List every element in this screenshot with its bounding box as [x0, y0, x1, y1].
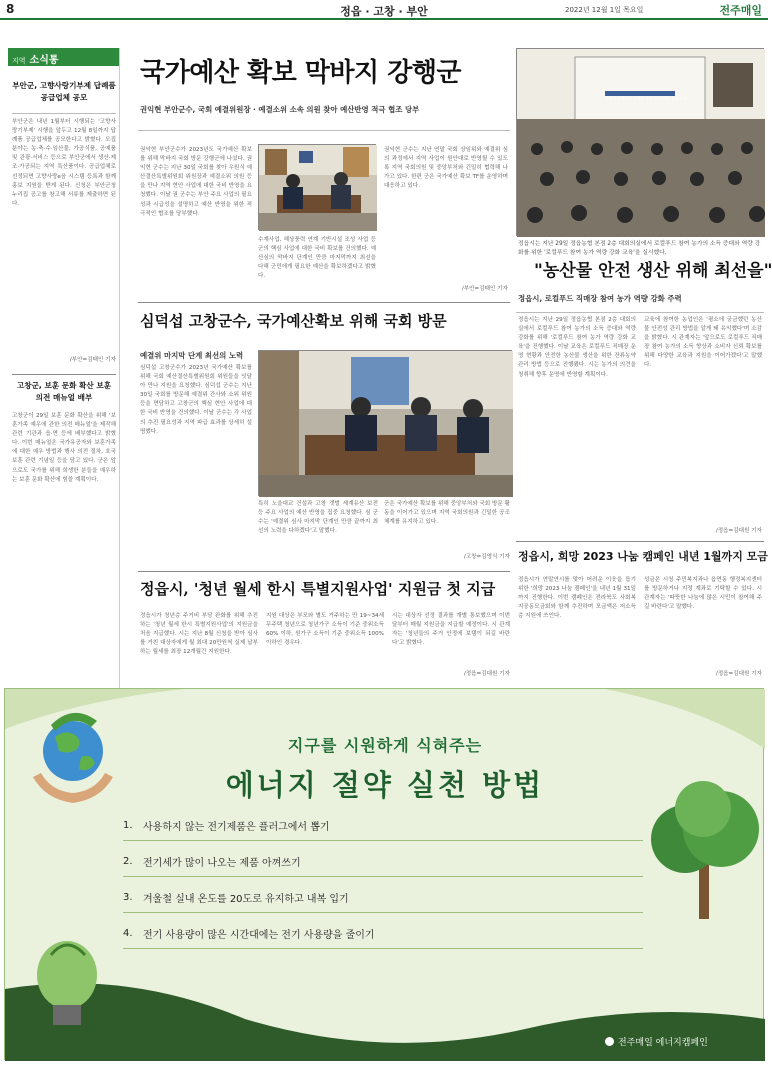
banner-footer — [605, 1035, 708, 1048]
middle-col3: 군은 국가예산 확보를 위해 중앙부처와 국회 방문 활동을 이어가고 있으며 지역 국회의원과 긴밀한 공조 체계를 유지하고 있다. — [384, 501, 510, 526]
youth-col2: 지원 대상은 부모와 별도 거주하는 만 19~34세 무주택 청년으로 청년가구 소득이 기준 중위소득 60% 이하, 원가구 소득이 기준 중위소득 100% 이하인 경우다. — [266, 613, 384, 647]
visit-photo-image — [259, 351, 513, 497]
left-story1-body: 부안군은 내년 1월부터 시행되는 '고향사랑기부제' 시행을 앞두고 12월 8일까지 답례품 공급업체를 공모한다고 밝혔다. 모집분야는 농·축·수·임산물, 가공식품, 공예품 및 관광·서비스 등으로 부안군에서 생산·제조·가공되는 지역 특산품이다. 공급업체로 선정되면 고향사랑e음 시스템 등록과 함께 홍보 지원을 받게 된다. 신청은 부안군청 누리집 공고를 참고해 서류를 제출하면 된다. — [12, 119, 116, 207]
training-photo-image — [517, 49, 765, 237]
main-col1: 권익현 부안군수가 2023년도 국가예산 확보를 위해 막바지 국회 방문 강행군에 나섰다. 권익현 군수는 지난 30일 국회를 찾아 우원식 예산결산특별위원회 위원장과 예결소위 의원 등을 만나 지역 현안 사업에 대한 국비 반영을 요청했다. 이날 권 군수는 부안 주요 사업의 필요성과 시급성을 설명하고 예산 반영을 위한 적극적인 협조를 당부했다. — [140, 147, 252, 217]
training-photo-caption: 정읍시는 지난 29일 정읍농협 본점 2층 대회의실에서 로컬푸드 참여 농가의 소득 증대와 역량 강화를 위한 '로컬푸드 참여 농가 역량 강화 교육'을 실시했다. — [518, 241, 761, 256]
left-story1-title: 부안군, 고향사랑기부제 답례품 공급업체 공모 — [12, 81, 116, 102]
campaign-byline: /정읍=김대원 기자 — [715, 671, 762, 677]
left-story2-body: 고창군이 29일 보훈 문화 확산을 위해 '보훈가족 예우에 관한 의전 매뉴얼'을 제작해 관련 기관과 읍·면 등에 배부했다고 밝혔다. 이번 매뉴얼은 국가유공자와 보훈가족에 대한 예우 방법과 행사 의전 절차, 호국보훈 관련 기념일 등을 담고 있다. 군은 앞으로도 국가를 위해 희생한 분들을 예우하는 보훈 문화 확산에 힘쓸 계획이다. — [12, 413, 116, 483]
main-subheadline: 권익현 부안군수, 국회 예결위원장 · 예결소위 소속 의원 찾아 예산반영 적극 협조 당부 — [140, 105, 420, 114]
list-item-number: 4. — [123, 928, 133, 939]
middle-col1: 심덕섭 고창군수가 2023년 국가예산 확보를 위해 국회 예산결산특별위원회 위원들을 잇달아 만나 지원을 요청했다. 심덕섭 군수는 지난 30일 국회를 방문해 예결위 간사와 소위 위원 등을 면담하고 고창군의 핵심 현안 사업에 대한 국비 반영을 건의했다. 이날 군수는 각 사업의 추진 필요성과 지역 파급 효과를 상세히 설명했다. — [140, 365, 252, 435]
right-byline: /정읍=김대원 기자 — [715, 528, 762, 534]
divider — [138, 302, 510, 303]
banner-title: 에너지 절약 실천 방법 — [225, 768, 545, 802]
youth-col3: 시는 대상자 선정 결과를 개별 통보했으며 이번 달부터 매월 지원금을 지급할 예정이다. 시 관계자는 '청년들의 주거 안정에 보탬이 되길 바란다'고 밝혔다. — [392, 613, 510, 647]
tag-label: 지역 — [12, 57, 26, 65]
main-byline: /부안=김태인 기자 — [461, 286, 508, 292]
newspaper-brand: 전주매일 — [719, 4, 762, 17]
middle-col2: 특히 노을대교 건설과 고창 갯벌 세계유산 보전 등 주요 사업의 예산 반영을 집중 요청했다. 심 군수는 '예결위 심사 마지막 단계인 만큼 끝까지 최선의 노력을 다하겠다'고 말했다. — [258, 501, 378, 535]
youth-headline: 정읍시, '청년 월세 한시 특별지원사업' 지원금 첫 지급 — [140, 580, 496, 598]
right-headline: "농산물 안전 생산 위해 최선을" — [534, 261, 772, 281]
banner-footer-text: 전주매일 에너지캠페인 — [618, 1038, 708, 1048]
middle-subheadline: 예결위 마지막 단계 최선의 노력 — [140, 351, 244, 360]
meeting-photo-image — [259, 145, 377, 231]
list-item-number: 1. — [123, 820, 133, 831]
divider — [138, 571, 510, 572]
divider — [12, 374, 116, 375]
left-story1-byline: /부안=김태인 기자 — [69, 357, 116, 363]
page-number: 8 — [6, 2, 15, 16]
page-header — [0, 0, 768, 20]
list-item — [123, 883, 643, 913]
right-subheadline: 정읍시, 로컬푸드 직매장 참여 농가 역량 강화 주력 — [518, 294, 682, 303]
tag-title: 소식통 — [29, 55, 59, 66]
list-item-text: 전기 사용량이 많은 시간대에는 전기 사용량을 줄이기 — [143, 930, 375, 941]
energy-campaign-banner — [4, 688, 764, 1060]
campaign-headline: 정읍시, 희망 2023 나눔 캠페인 내년 1월까지 모금 — [518, 550, 768, 563]
divider — [516, 541, 764, 542]
left-story2-title: 고창군, 보훈 문화 확산 보훈 의전 매뉴얼 배부 — [16, 381, 112, 402]
campaign-col2: 성금은 시청 주민복지과나 읍면동 행정복지센터를 방문하거나 지정 계좌로 기탁할 수 있다. 시 관계자는 '따뜻한 나눔에 많은 시민이 참여해 주길 바란다'고 말했다. — [644, 577, 762, 611]
main-col3: 권익현 군수는 지난 연말 국회 상임위와 예결위 심의 과정에서 지역 사업이 원안대로 반영될 수 있도록 지역 국회의원 및 중앙부처와 긴밀히 협력해 나가고 있다. 한편 군은 국가예산 확보 TF를 운영하며 대응하고 있다. — [384, 147, 508, 190]
middle-headline: 심덕섭 고창군수, 국가예산확보 위해 국회 방문 — [140, 312, 447, 330]
training-banner-text: 정읍시 로컬푸드 직매장 참여 농가 역량 강화 교육 — [605, 96, 687, 101]
list-item-text: 전기세가 많이 나오는 제품 아껴쓰기 — [143, 858, 301, 869]
youth-col1: 정읍시가 청년층 주거비 부담 완화를 위해 추진하는 '청년 월세 한시 특별지원사업'의 지원금을 처음 지급했다. 시는 지난 8월 신청을 받아 심사를 거친 대상자에게 월 최대 20만원씩 실제 납부하는 월세를 최장 12개월간 지원한다. — [140, 613, 258, 656]
divider — [138, 130, 510, 131]
right-col1: 정읍시는 지난 29일 정읍농협 본점 2층 대회의실에서 로컬푸드 참여 농가의 소득 증대와 역량 강화를 위해 '로컬푸드 참여 농가 역량 강화 교육'을 진행했다. 이날 교육은 로컬푸드 직매장 운영 현황과 안전한 농산물 생산을 위한 잔류농약 관리 방법 등으로 진행됐다. 시는 농가의 의견을 청취해 향후 운영에 반영할 계획이다. — [518, 317, 636, 378]
right-col2: 교육에 참여한 농업인은 '평소에 궁금했던 농산물 안전성 관리 방법을 알게 돼 유익했다'며 소감을 밝혔다. 시 관계자는 '앞으로도 로컬푸드 직매장 참여 농가의 소득 향상과 소비자 신뢰 확보를 위해 다양한 교육과 지원을 이어가겠다'고 말했다. — [644, 317, 762, 369]
lightbulb-icon — [11, 925, 121, 1045]
training-photo — [516, 48, 764, 236]
main-photo — [258, 144, 376, 230]
bullet-icon — [605, 1037, 614, 1046]
divider — [516, 312, 764, 313]
list-item-number: 2. — [123, 856, 133, 867]
list-item-number: 3. — [123, 892, 133, 903]
list-item-text: 겨울철 실내 온도를 20도로 유지하고 내복 입기 — [143, 894, 349, 905]
list-item — [123, 811, 643, 841]
section-title: 정읍 · 고창 · 부안 — [340, 5, 428, 18]
divider — [12, 113, 116, 114]
energy-tip-list — [123, 811, 643, 955]
main-col2: 수계사업, 해상풍력 연계 기반시설 조성 사업 등 군의 핵심 사업에 대한 국비 확보를 건의했다. 예산심의 막바지 단계인 만큼 마지막까지 최선을 다해 군민에게 필요한 예산을 확보하겠다고 밝혔다. — [258, 237, 376, 280]
list-item-text: 사용하지 않는 전기제품은 플러그에서 뽑기 — [143, 822, 330, 833]
middle-byline: /고창=김영식 기자 — [463, 554, 510, 560]
main-headline: 국가예산 확보 막바지 강행군 — [140, 58, 462, 88]
campaign-col1: 정읍시가 연말연시를 맞아 어려운 이웃을 돕기 위한 '희망 2023 나눔 캠페인'을 내년 1월 31일까지 진행한다. 이번 캠페인은 전라북도 사회복지공동모금회와 함께 추진하며 모금액은 저소득층 지원에 쓰인다. — [518, 577, 636, 620]
list-item — [123, 919, 643, 949]
banner-slogan: 지구를 시원하게 식혀주는 — [287, 736, 483, 755]
youth-byline: /정읍=김대원 기자 — [463, 671, 510, 677]
middle-photo — [258, 350, 512, 496]
list-item — [123, 847, 643, 877]
issue-date: 2022년 12월 1일 목요일 — [565, 6, 644, 14]
